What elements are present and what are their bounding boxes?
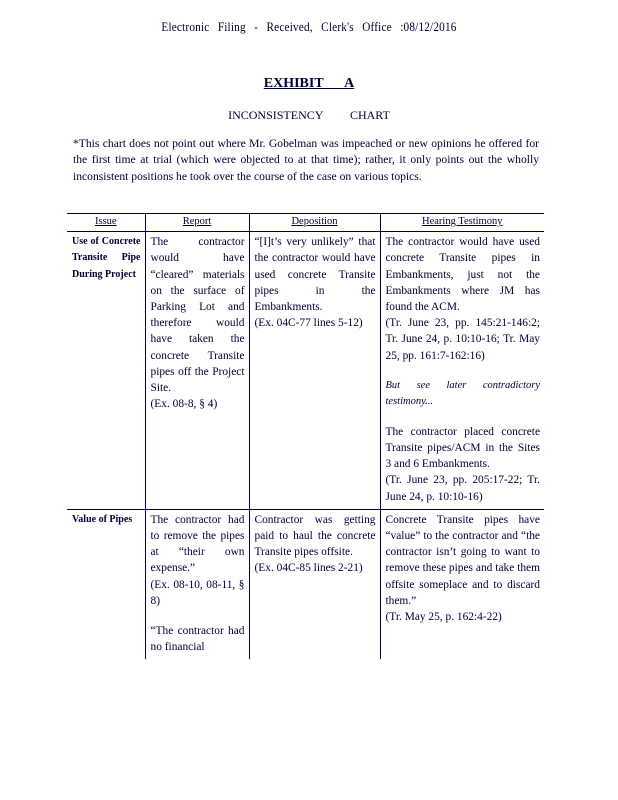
deposition-cell bbox=[249, 232, 380, 510]
deposition-citation: (Ex. 04C-77 lines 5-12) bbox=[254, 317, 363, 330]
table-header-row bbox=[67, 214, 544, 232]
footnote-paragraph: *This chart does not point out where Mr. Gobelman was impeached or new opinions he offered for the first time at trial (which were objected to at that time); rather, it only points out the wholly inconsistent positions he took over the course of the case on various topics. bbox=[73, 137, 539, 183]
hearing-cell bbox=[380, 509, 544, 659]
deposition-cell bbox=[249, 509, 380, 659]
report-extra-text: “The contractor had no financial bbox=[150, 625, 245, 654]
hearing-cell bbox=[380, 232, 544, 510]
table-row bbox=[67, 509, 544, 659]
deposition-text: Contractor was getting paid to haul the concrete Transite pipes offsite. bbox=[254, 513, 376, 559]
hearing-text: Concrete Transite pipes have “value” to the contractor and “the contractor isn’t going to want to remove these pipes and take them offsite someplace and to discard them.” bbox=[385, 513, 540, 607]
hearing-text: The contractor would have used concrete Transite pipes in Embankments, just not the Embankments where JM has found the ACM. bbox=[385, 236, 540, 314]
hearing-extra-citation: (Tr. June 23, pp. 205:17-22; Tr. June 24, p. 10:10-16) bbox=[385, 474, 540, 503]
report-citation: (Ex. 08-8, § 4) bbox=[150, 398, 218, 411]
issue-cell: Value of Pipes bbox=[72, 513, 133, 525]
report-text: The contractor had to remove the pipes at “their own expense.” bbox=[150, 513, 245, 575]
report-cell bbox=[145, 232, 249, 510]
column-header-deposition: Deposition bbox=[249, 214, 380, 232]
table-row bbox=[67, 232, 544, 510]
filing-header: Electronic Filing - Received, Clerk's Office :08/12/2016 bbox=[161, 20, 457, 34]
inconsistency-table bbox=[67, 213, 544, 659]
issue-cell: Use of Concrete Transite Pipe During Project bbox=[67, 232, 145, 510]
column-header-hearing-testimony: Hearing Testimony bbox=[380, 214, 544, 232]
report-citation: (Ex. 08-10, 08-11, § 8) bbox=[150, 578, 245, 607]
hearing-extra-text: The contractor placed concrete Transite pipes/ACM in the Sites 3 and 6 Embankments. bbox=[385, 425, 540, 471]
report-text: The contractor would have “cleared” materials on the surface of Parking Lot and therefore would have taken the concrete Transite pipes off the Project Site. bbox=[150, 236, 245, 395]
hearing-citation: (Tr. June 23, pp. 145:21-146:2; Tr. June 24, p. 10:10-16; Tr. May 25, pp. 161:7-162:16) bbox=[385, 317, 540, 362]
deposition-citation: (Ex. 04C-85 lines 2-21) bbox=[254, 562, 363, 575]
column-header-issue: Issue bbox=[67, 214, 145, 232]
hearing-citation: (Tr. May 25, p. 162:4-22) bbox=[385, 611, 502, 624]
report-cell bbox=[145, 509, 249, 659]
hearing-note: But see later contradictory testimony... bbox=[385, 379, 540, 407]
exhibit-title: EXHIBIT A bbox=[263, 76, 355, 91]
deposition-text: “[I]t’s very unlikely” that the contractor would have used concrete Transite pipes in the Embankments. bbox=[254, 236, 376, 314]
chart-subtitle: INCONSISTENCY CHART bbox=[228, 108, 390, 122]
column-header-report: Report bbox=[145, 214, 249, 232]
